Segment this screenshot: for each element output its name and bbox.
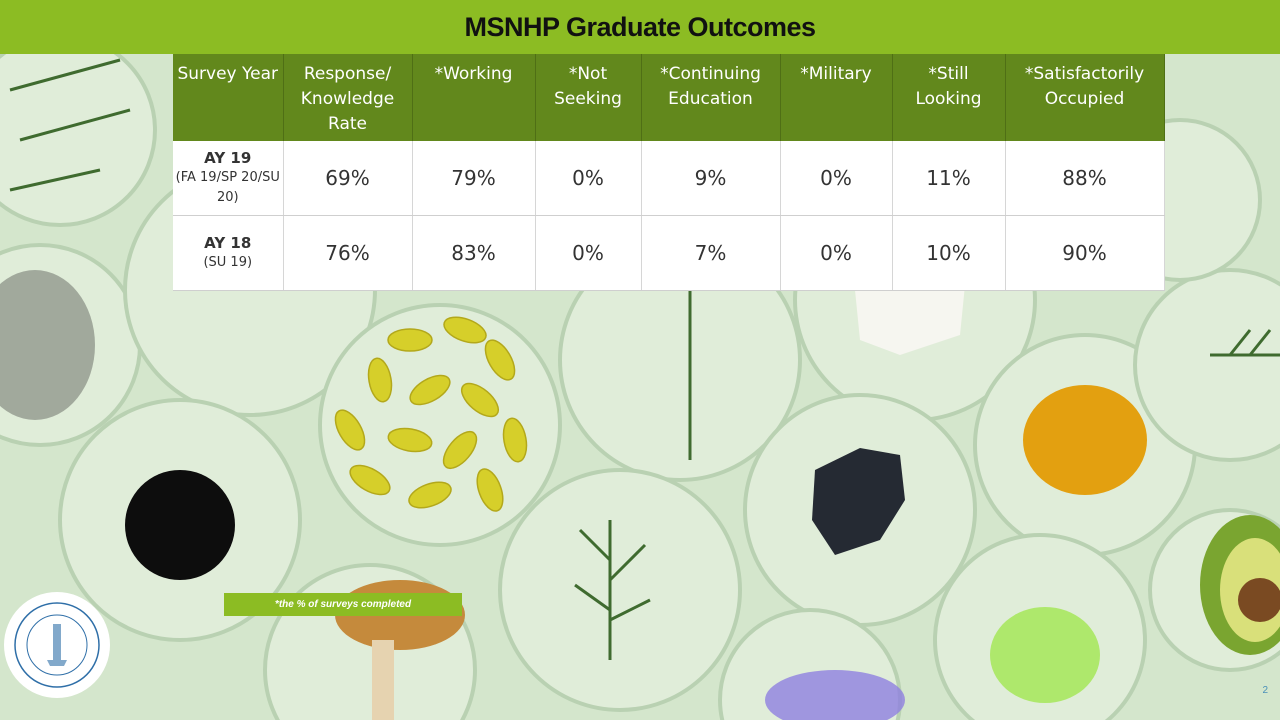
footnote: *the % of surveys completed	[224, 593, 462, 616]
cell-continuing-education: 7%	[641, 216, 780, 291]
university-logo	[4, 592, 110, 698]
table-row	[173, 216, 1164, 291]
cell-response-rate: 69%	[283, 141, 412, 216]
header-continuing-education: *Continuing Education	[641, 54, 780, 141]
cell-still-looking: 10%	[892, 216, 1005, 291]
cell-satisfactorily-occupied: 90%	[1005, 216, 1164, 291]
page-number: 2	[1262, 685, 1268, 696]
year-label: AY 19	[204, 148, 252, 167]
cell-not-seeking: 0%	[535, 216, 641, 291]
header-still-looking: *Still Looking	[892, 54, 1005, 141]
cell-survey-year	[173, 141, 283, 216]
header-satisfactorily-occupied: *Satisfactorily Occupied	[1005, 54, 1164, 141]
cell-working: 83%	[412, 216, 535, 291]
header-working: *Working	[412, 54, 535, 141]
cell-military: 0%	[780, 216, 892, 291]
table-row	[173, 141, 1164, 216]
cell-still-looking: 11%	[892, 141, 1005, 216]
cell-satisfactorily-occupied: 88%	[1005, 141, 1164, 216]
cell-survey-year	[173, 216, 283, 291]
year-label: AY 18	[204, 233, 252, 252]
header-survey-year: Survey Year	[173, 54, 283, 141]
header-military: *Military	[780, 54, 892, 141]
header-not-seeking: *Not Seeking	[535, 54, 641, 141]
cell-not-seeking: 0%	[535, 141, 641, 216]
cell-response-rate: 76%	[283, 216, 412, 291]
outcomes-table	[173, 54, 1165, 291]
year-detail: (SU 19)	[203, 254, 253, 270]
cell-continuing-education: 9%	[641, 141, 780, 216]
header-response-rate: Response/ Knowledge Rate	[283, 54, 412, 141]
year-detail: (FA 19/SP 20/SU 20)	[175, 169, 280, 205]
title-bar	[0, 0, 1280, 54]
cell-military: 0%	[780, 141, 892, 216]
page-title: MSNHP Graduate Outcomes	[464, 11, 816, 42]
cell-working: 79%	[412, 141, 535, 216]
table-header-row	[173, 54, 1164, 141]
